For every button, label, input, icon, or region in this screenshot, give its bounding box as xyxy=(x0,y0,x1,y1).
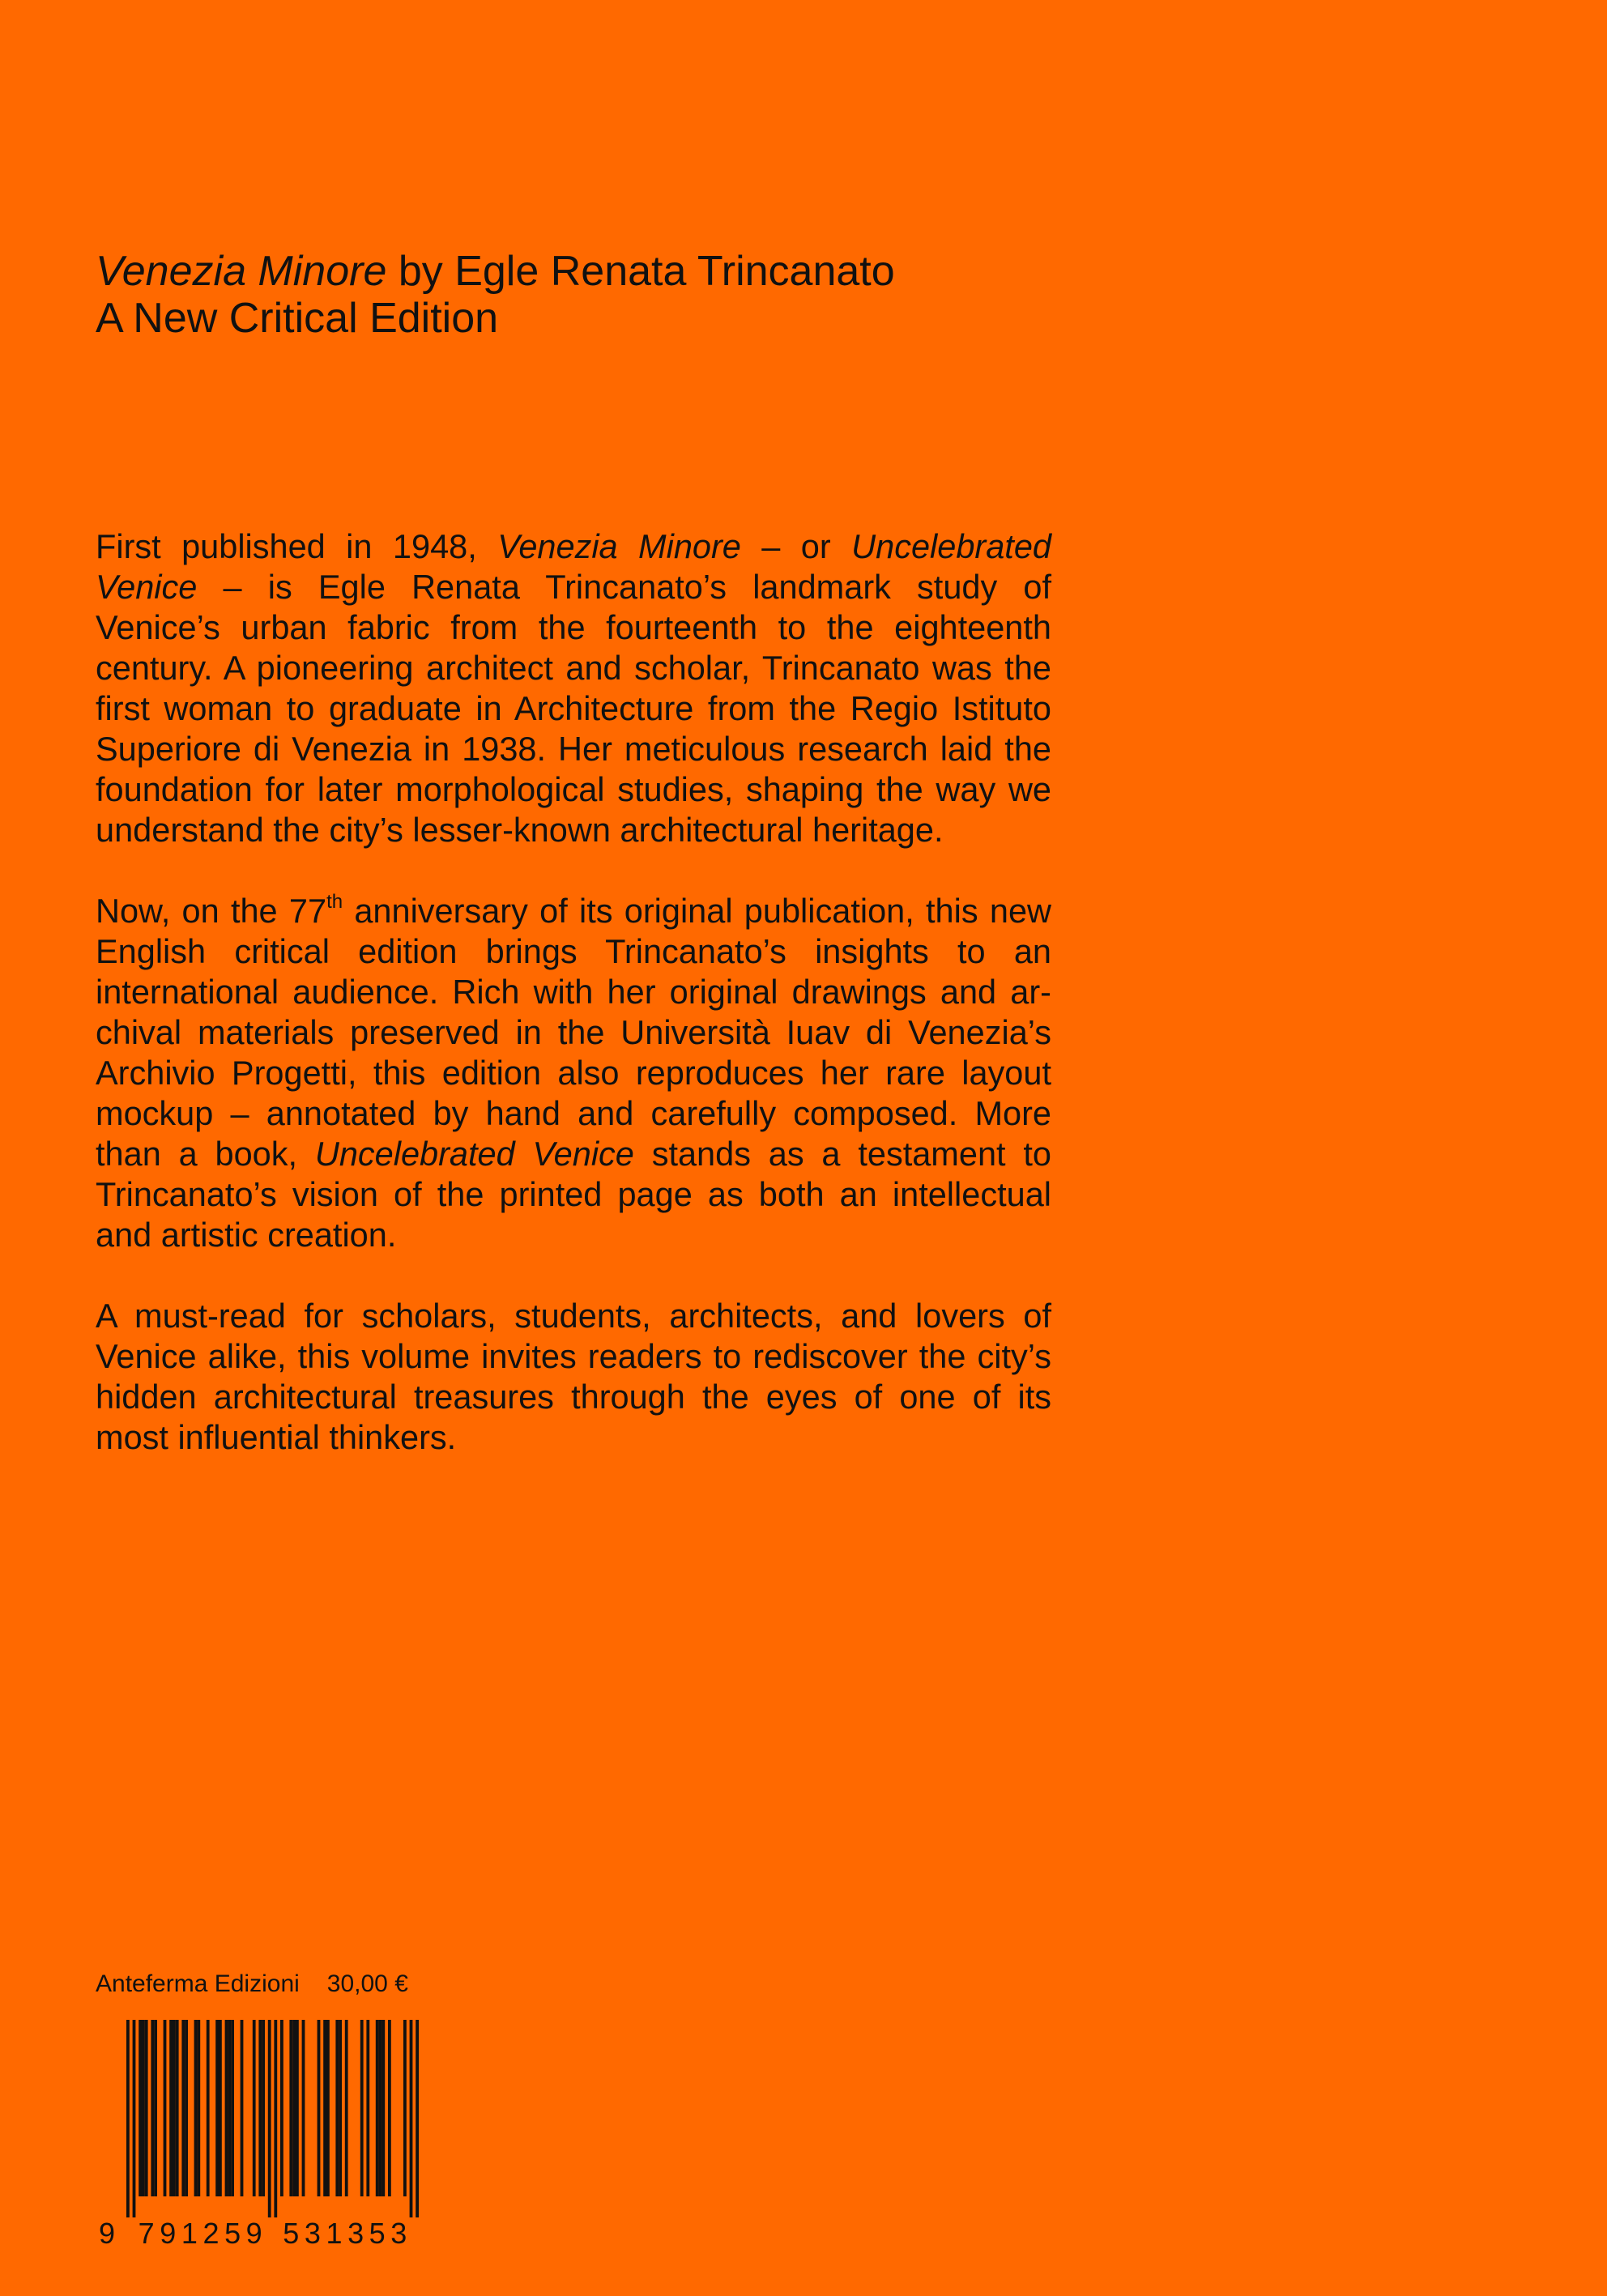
publisher-row xyxy=(96,1970,484,1999)
barcode-bar xyxy=(366,2020,369,2196)
barcode-digit: 9 xyxy=(98,2217,116,2248)
barcode-bar xyxy=(215,2020,219,2196)
barcode-bar xyxy=(133,2020,136,2217)
barcode-bar xyxy=(181,2020,185,2196)
isbn-barcode xyxy=(96,2013,436,2248)
barcode-bar xyxy=(382,2020,385,2196)
barcode-bar xyxy=(323,2020,326,2196)
barcode-bar xyxy=(185,2020,188,2196)
barcode-bar xyxy=(253,2020,256,2196)
edition-subtitle: A New Critical Edition xyxy=(96,295,499,342)
barcode-bar xyxy=(225,2020,228,2196)
barcode-bar xyxy=(302,2020,305,2196)
barcode-digit: 7 xyxy=(138,2217,155,2248)
barcode-bar xyxy=(296,2020,299,2196)
barcode-bar xyxy=(262,2020,265,2196)
blurb-text: anniversary of its original publication, this new English critical edition brings Trincanato’s insights to an international audience. Rich with her original drawings and archival materials preserved in the Università Iuav di Venezia’s Archivio Progetti, this edition also reproduces her rare layout mockup – annotated by hand and carefully composed. More than a book, xyxy=(96,892,1051,1173)
barcode-bar xyxy=(126,2020,130,2217)
barcode-bar xyxy=(194,2020,198,2196)
barcode-digit: 3 xyxy=(304,2217,321,2248)
barcode-bar xyxy=(326,2020,330,2196)
blurb-text: – or xyxy=(740,527,852,565)
barcode-bar xyxy=(176,2020,179,2196)
barcode-bar xyxy=(258,2020,262,2196)
barcode-bar xyxy=(339,2020,342,2196)
blurb-paragraph-3 xyxy=(96,1296,1051,1458)
barcode-bar xyxy=(403,2020,407,2196)
barcode-bar xyxy=(241,2020,244,2196)
barcode-graphic xyxy=(96,2013,436,2248)
barcode-bar xyxy=(376,2020,379,2196)
barcode-bar xyxy=(219,2020,222,2196)
barcode-bar xyxy=(151,2020,154,2196)
blurb-italic-title: Uncelebrated Venice xyxy=(96,527,1051,606)
barcode-bar xyxy=(388,2020,391,2196)
barcode-bar xyxy=(173,2020,176,2196)
barcode-bar xyxy=(416,2020,419,2217)
blurb-text: First published in 1948, xyxy=(96,527,498,565)
barcode-digit: 2 xyxy=(202,2217,220,2248)
barcode-bar xyxy=(145,2020,148,2196)
back-cover-footer xyxy=(96,1970,484,2248)
blurb-paragraph-2 xyxy=(96,891,1051,1255)
barcode-digit: 9 xyxy=(160,2217,177,2248)
barcode-bar xyxy=(289,2020,292,2196)
blurb-text: – is Egle Renata Trincanato’s landmark study of Venice’s urban fabric from the fourteenth to the eighteenth century. A pioneering architect and scholar, Trincanato was the first woman to graduate in Architecture from the Regio Istituto Superiore di Venezia in 1938. Her meticulous research laid the foundation for later morphological studies, shaping the way we understand the city’s lesser-known architectural heritage. xyxy=(96,568,1051,849)
barcode-bar xyxy=(280,2020,283,2196)
barcode-bar xyxy=(197,2020,200,2196)
barcode-digit: 5 xyxy=(224,2217,241,2248)
blurb-text: Now, on the 77 xyxy=(96,892,327,930)
barcode-bar xyxy=(169,2020,173,2196)
title-block xyxy=(96,248,1068,342)
book-title: Venezia Minore xyxy=(96,248,387,295)
barcode-bar xyxy=(274,2020,277,2217)
blurb-italic-title: Uncelebrated Venice xyxy=(314,1135,634,1173)
title-line xyxy=(96,248,1068,295)
barcode-bar xyxy=(360,2020,364,2196)
ordinal-superscript: th xyxy=(326,891,343,913)
price: 30,00 € xyxy=(326,1970,408,1997)
barcode-bar xyxy=(142,2020,145,2196)
blurb xyxy=(96,526,1051,1498)
barcode-bar xyxy=(154,2020,157,2196)
blurb-text: A must-read for scholars, students, architects, and lovers of Venice alike, this volume invites readers to rediscover the city’s hidden architectural treasures through the eyes of one of its most influential thinkers. xyxy=(96,1297,1051,1456)
blurb-text: stands as a testament to Trincanato’s vision of the printed page as both an intellectual and artistic creation. xyxy=(96,1135,1051,1254)
barcode-bar xyxy=(207,2020,210,2196)
author-byline: by Egle Renata Trincanato xyxy=(386,248,895,295)
barcode-digit: 5 xyxy=(283,2217,300,2248)
barcode-digit: 1 xyxy=(181,2217,198,2248)
barcode-bar xyxy=(345,2020,348,2196)
barcode-digit: 3 xyxy=(347,2217,364,2248)
barcode-bar xyxy=(268,2020,271,2217)
barcode-digit: 5 xyxy=(369,2217,386,2248)
barcode-digit: 9 xyxy=(245,2217,262,2248)
barcode-bar xyxy=(318,2020,321,2196)
barcode-digit: 1 xyxy=(326,2217,343,2248)
barcode-bar xyxy=(292,2020,296,2196)
barcode-bar xyxy=(228,2020,231,2196)
publisher-name: Anteferma Edizioni xyxy=(96,1970,300,1997)
barcode-bar xyxy=(164,2020,167,2196)
blurb-paragraph-1 xyxy=(96,526,1051,850)
barcode-bar xyxy=(335,2020,339,2196)
barcode-bar xyxy=(231,2020,234,2196)
blurb-italic-title: Venezia Minore xyxy=(497,527,741,565)
barcode-digit: 3 xyxy=(390,2217,407,2248)
barcode-bar xyxy=(139,2020,142,2196)
barcode-bar xyxy=(379,2020,382,2196)
barcode-bar xyxy=(410,2020,413,2217)
